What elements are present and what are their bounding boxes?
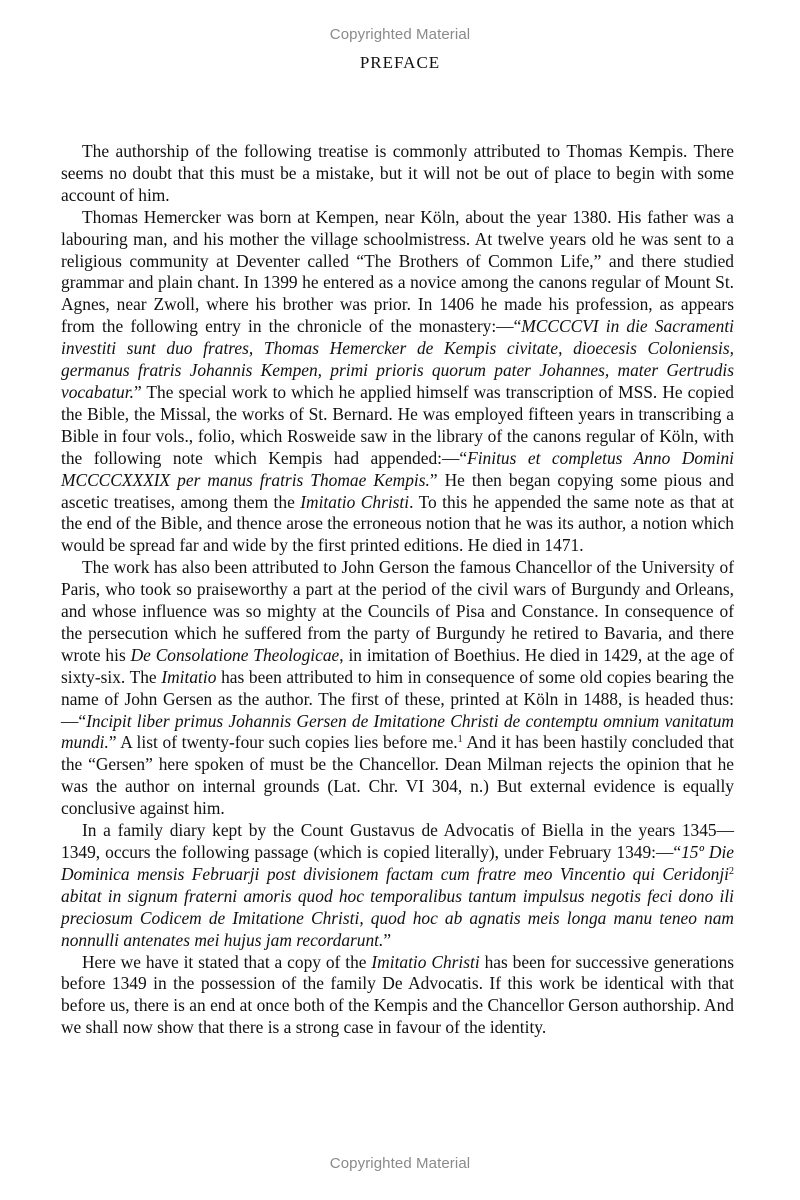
paragraph-text: has been attributed to him in consequence of some old copies bearing the name of John Gersen as the author. The first of these, printed at Köln in 1488, is headed thus:—“ — [61, 666, 734, 731]
italic-text: Imitatio Christi — [371, 951, 480, 972]
italic-text: De Consolatione Theologicae — [130, 644, 340, 665]
paragraph — [61, 141, 734, 207]
paragraph — [61, 557, 734, 820]
paragraph-text: The work has also been attributed to John Gerson the famous Chancellor of the University of Paris, who took so praiseworthy a part at the period of the civil wars of Burgundy and Orleans, and whose influence was so mighty at the Councils of Pisa and Constance. In consequence of the persecution which he suffered from the party of Burgundy he retired to Bavaria, and there wrote his — [61, 557, 734, 665]
italic-text: MCCCCVI in die Sacramenti investiti sunt duo fratres, Thomas Hemercker de Kempis civitate, dioecesis Coloniensis, germanus fratris Johannis Kempen, primi prioris quorum pater Johannes, mater Gertrudis vocabatur. — [61, 316, 735, 402]
paragraph-text: ” — [383, 929, 392, 950]
paragraph-text: Here we have it stated that a copy of the — [82, 951, 372, 972]
paragraph-text: The authorship of the following treatise is commonly attributed to Thomas Kempis. There seems no doubt that this must be a mistake, but it will not be out of place to begin with some account of him. — [61, 141, 734, 205]
paragraph — [61, 820, 734, 951]
paragraph-text: In a family diary kept by the Count Gustavus de Advocatis of Biella in the years 1345—1349, occurs the following passage (which is copied literally), under February 1349:—“ — [61, 820, 734, 862]
paragraph-text: And it has been hastily concluded that the “Gersen” here spoken of must be the Chancellor. Dean Milman rejects the opinion that he was the author on internal grounds (Lat. Chr. VI 304, n.) But external evidence is equally conclusive against him. — [61, 732, 734, 819]
paragraph-text: ” The special work to which he applied himself was transcription of MSS. He copied the Bible, the Missal, the works of St. Bernard. He was employed fifteen years in transcribing a Bible in four vols., folio, which Rosweide saw in the library of the canons regular of Köln, with the following note which Kempis had appended:—“ — [61, 381, 734, 468]
watermark-bottom: Copyrighted Material — [329, 1155, 471, 1172]
page-title: PREFACE — [359, 53, 441, 72]
italic-text: 15º Die Dominica mensis Februarji post divisionem factam cum fratre meo Vincentio qui Ceridonji — [61, 842, 734, 884]
paragraph-text: Thomas Hemercker was born at Kempen, near Köln, about the year 1380. His father was a labouring man, and his mother the village schoolmistress. At twelve years old he was sent to a religious community at Deventer called “The Brothers of Common Life,” and there studied grammar and plain chant. In 1399 he entered as a novice among the canons regular of Mount St. Agnes, near Zwoll, where his brother was prior. In 1406 he made his profession, as appears from the following entry in the chronicle of the monastery:—“ — [61, 206, 734, 337]
footnote-marker[interactable]: 2 — [729, 865, 734, 877]
italic-text: Imitatio — [161, 666, 217, 687]
italic-text: Imitatio Christi — [300, 491, 410, 512]
footnote-marker[interactable]: 1 — [457, 734, 463, 746]
italic-text: abitat in signum fraterni amoris quod hoc temporalibus tantum impulsus negotis feci dono ili preciosum Codicem de Imitatione Christi, quod hoc ab agnatis meis longa manu teneo nam nonnulli antenates mei hujus jam recordarunt. — [61, 885, 734, 950]
italic-text: Incipit liber primus Johannis Gersen de Imitatione Christi de contemptu omnium vanitatum mundi. — [61, 710, 734, 753]
paragraph-text: . To this he appended the same note as that at the end of the Bible, and thence arose the erroneous notion that he was its author, a notion which would be spread far and wide by the first printed editions. He died in 1471. — [61, 491, 734, 556]
watermark-top: Copyrighted Material — [329, 26, 471, 43]
paragraph-text: ” He then began copying some pious and ascetic treatises, among them the — [61, 469, 734, 512]
paragraph-text: ” A list of twenty-four such copies lies before me. — [108, 732, 458, 753]
paragraph — [61, 952, 734, 1040]
paragraph-text: , in imitation of Boethius. He died in 1429, at the age of sixty-six. The — [61, 644, 734, 687]
paragraph-text: has been for successive generations before 1349 in the possession of the family De Advocatis. If this work be identical with that before us, there is an end at once both of the Kempis and the Chancellor Gerson authorship. And we shall now show that there is a strong case in favour of the identity. — [61, 951, 734, 1038]
paragraph — [61, 207, 734, 558]
body-text — [61, 141, 734, 1039]
italic-text: Finitus et completus Anno Domini MCCCCXXXIX per manus fratris Thomae Kempis. — [61, 447, 734, 490]
